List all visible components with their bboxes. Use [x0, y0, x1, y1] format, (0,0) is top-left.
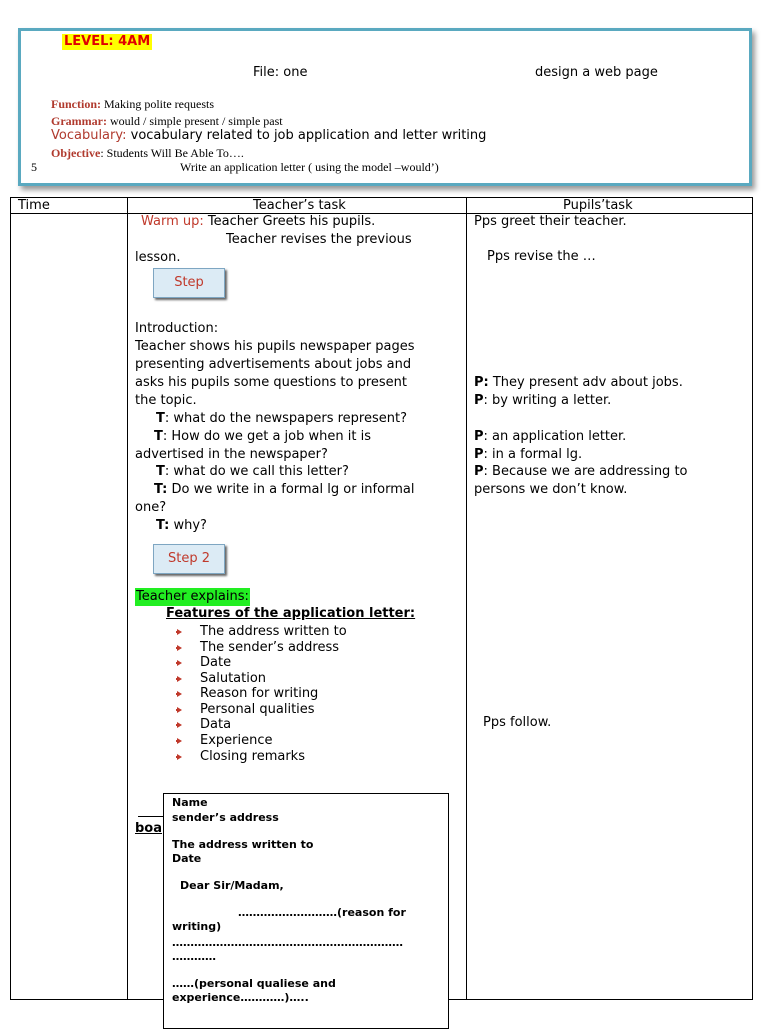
- arrow-bullet-icon: [177, 754, 184, 761]
- letter-dots: ………………………………………………………: [172, 936, 403, 949]
- letter-reason-cont: writing): [172, 920, 222, 933]
- arrow-bullet-icon: [177, 691, 184, 698]
- vocabulary-value: vocabulary related to job application and letter writing: [130, 128, 487, 143]
- answer-prefix: P: [474, 393, 484, 408]
- intro-line: presenting advertisements about jobs and: [135, 357, 412, 372]
- letter-experience: experience…………)…..: [172, 991, 309, 1004]
- question-line: [135, 499, 166, 517]
- feature-item: Salutation: [200, 671, 267, 686]
- warmup-label: Warm up:: [141, 214, 204, 229]
- pupil-answer: [474, 392, 611, 410]
- question-line: [154, 481, 414, 499]
- feature-item: The sender’s address: [200, 640, 340, 655]
- level-label: LEVEL: 4AM: [64, 34, 151, 49]
- vocabulary-row: [51, 128, 486, 143]
- objective-line2: Write an application letter ( using the model –would’): [180, 160, 439, 174]
- board-underline: [138, 816, 164, 817]
- function-value: Making polite requests: [104, 97, 214, 111]
- answer-prefix: P: [474, 429, 484, 444]
- arrow-bullet-icon: [177, 722, 184, 729]
- intro-line: Teacher shows his pupils newspaper pages: [135, 339, 415, 354]
- question-text: why?: [169, 518, 207, 533]
- warmup-line3: lesson.: [135, 250, 181, 265]
- answer-text: They present adv about jobs.: [488, 375, 683, 390]
- question-prefix: T: [154, 429, 163, 444]
- question-text: : How do we get a job when it is: [162, 429, 371, 444]
- header-divider: [10, 213, 753, 214]
- intro-line: the topic.: [135, 393, 197, 408]
- column-header-teacher: Teacher’s task: [253, 198, 346, 213]
- letter-personal: ……(personal qualiese and: [172, 977, 336, 990]
- arrow-bullet-icon: [177, 707, 184, 714]
- question-text: : what do we call this letter?: [164, 464, 349, 479]
- pupils-greet: Pps greet their teacher.: [474, 214, 627, 229]
- question-line: [154, 428, 371, 446]
- letter-reason: ………………………(reason for: [238, 906, 406, 919]
- question-prefix: T:: [154, 482, 168, 497]
- feature-item: Personal qualities: [200, 702, 315, 717]
- pupils-follow: Pps follow.: [483, 715, 552, 730]
- question-line: [156, 410, 407, 428]
- file-label: File: one: [253, 65, 308, 80]
- question-line: [135, 446, 328, 464]
- pupils-revise: Pps revise the …: [487, 249, 596, 264]
- feature-item: Closing remarks: [200, 749, 305, 764]
- answer-prefix: P: [474, 447, 484, 462]
- question-line: [156, 463, 349, 481]
- answer-text: : Because we are addressing to: [483, 464, 688, 479]
- warmup-line: [141, 213, 375, 231]
- warmup-line2: Teacher revises the previous: [226, 232, 412, 247]
- letter-dots-cont: …………: [172, 950, 216, 963]
- answer-text: : an application letter.: [483, 429, 627, 444]
- column-header-time: Time: [18, 198, 50, 213]
- question-text: Do we write in a formal lg or informal: [167, 482, 415, 497]
- question-text: : what do the newspapers represent?: [164, 411, 407, 426]
- letter-sender-address: sender’s address: [172, 811, 279, 824]
- column-header-pupils: Pupils’task: [563, 198, 633, 213]
- feature-item: Experience: [200, 733, 273, 748]
- function-label: Function:: [51, 97, 102, 111]
- board-label-partial: boa: [135, 821, 163, 836]
- grammar-value: would / simple present / simple past: [109, 114, 283, 128]
- grammar-row: [51, 114, 283, 129]
- pupil-answer: [474, 481, 627, 499]
- arrow-bullet-icon: [177, 629, 184, 636]
- pupil-answer: [474, 428, 626, 446]
- step-2-button: Step 2: [153, 544, 225, 574]
- topic-label: design a web page: [535, 65, 658, 80]
- letter-salutation: Dear Sir/Madam,: [180, 879, 284, 892]
- feature-item: Reason for writing: [200, 686, 319, 701]
- pupil-answer: [474, 374, 683, 392]
- objective-value: : Students Will Be Able To….: [100, 146, 244, 160]
- objective-label: Objective: [51, 146, 101, 160]
- intro-line: Introduction:: [135, 321, 219, 336]
- objective-row: [51, 146, 244, 161]
- question-line: [156, 517, 207, 535]
- answer-text: : in a formal lg.: [483, 447, 583, 462]
- vocabulary-label: Vocabulary:: [51, 128, 127, 143]
- pupil-answer: [474, 463, 688, 481]
- letter-address-to: The address written to: [172, 838, 314, 851]
- answer-prefix: P: [474, 464, 484, 479]
- intro-line: asks his pupils some questions to present: [135, 375, 407, 390]
- feature-item: Date: [200, 655, 232, 670]
- section-marker: 5: [31, 160, 37, 174]
- question-prefix: T:: [156, 518, 170, 533]
- features-title: Features of the application letter:: [166, 606, 416, 621]
- question-text: one?: [135, 500, 167, 515]
- arrow-bullet-icon: [177, 660, 184, 667]
- arrow-bullet-icon: [177, 676, 184, 683]
- grammar-label: Grammar:: [51, 114, 107, 128]
- column-divider: [127, 197, 128, 1000]
- column-divider: [466, 197, 467, 1000]
- step-button: Step: [153, 268, 225, 298]
- question-prefix: T: [156, 464, 165, 479]
- feature-item: Data: [200, 717, 232, 732]
- warmup-text: Teacher Greets his pupils.: [203, 214, 376, 229]
- function-row: [51, 97, 214, 112]
- question-prefix: T: [156, 411, 165, 426]
- answer-text: persons we don’t know.: [474, 482, 628, 497]
- feature-item: The address written to: [200, 624, 347, 639]
- pupil-answer: [474, 446, 582, 464]
- answer-prefix: P:: [474, 375, 489, 390]
- teacher-explains: Teacher explains:: [136, 589, 249, 604]
- arrow-bullet-icon: [177, 645, 184, 652]
- letter-name: Name: [172, 796, 208, 809]
- question-text: advertised in the newspaper?: [135, 447, 328, 462]
- letter-date: Date: [172, 852, 202, 865]
- arrow-bullet-icon: [177, 738, 184, 745]
- answer-text: : by writing a letter.: [483, 393, 612, 408]
